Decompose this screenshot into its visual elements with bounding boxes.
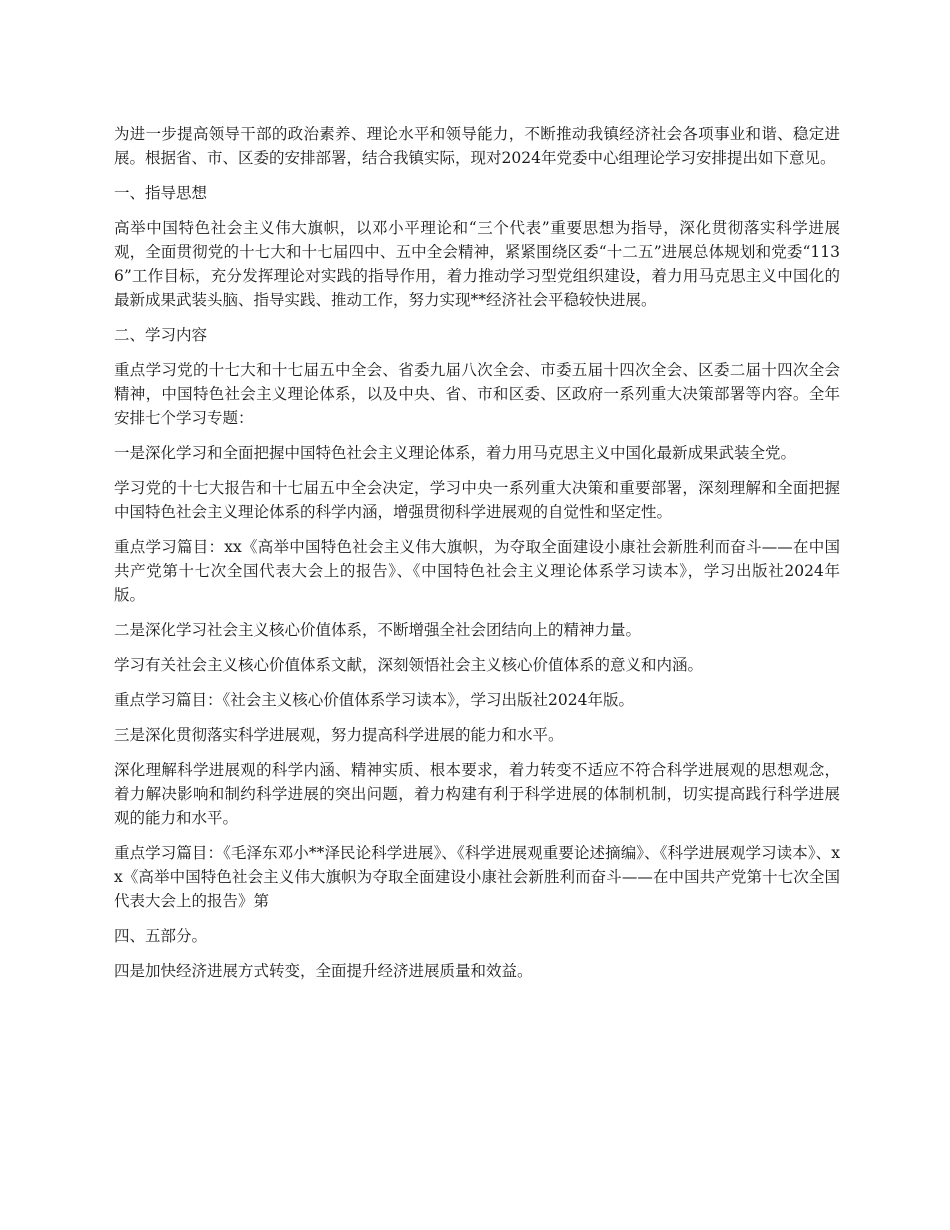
topic-three-readings: 重点学习篇目：《毛泽东邓小**泽民论科学进展》、《科学进展观重要论述摘编》、《科学进展观学习读本》、xx《高举中国特色社会主义伟大旗帜为夺取全面建设小康社会新胜利而奋斗——在中国共产党第十七次全国代表大会上的报告》第 xyxy=(114,844,840,910)
topic-three-heading: 三是深化贯彻落实科学进展观，努力提高科学进展的能力和水平。 xyxy=(114,726,564,744)
topic-two-description: 学习有关社会主义核心价值体系文献，深刻领悟社会主义核心价值体系的意义和内涵。 xyxy=(114,656,704,674)
guiding-thought-paragraph: 高举中国特色社会主义伟大旗帜，以邓小平理论和“三个代表”重要思想为指导，深化贯彻落实科学进展观，全面贯彻党的十七大和十七届四中、五中全会精神，紧紧围绕区委“十二五”进展总体规划和党委“1136”工作目标，充分发挥理论对实践的指导作用，着力推动学习型党组织建设，着力用马克思主义中国化的最新成果武装头脑、指导实践、推动工作，努力实现**经济社会平稳较快进展。 xyxy=(114,219,840,309)
topic-one-heading: 一是深化学习和全面把握中国特色社会主义理论体系，着力用马克思主义中国化最新成果武装全党。 xyxy=(114,444,797,462)
topic-four-heading: 四是加快经济进展方式转变，全面提升经济进展质量和效益。 xyxy=(114,962,533,980)
section-heading-guiding-thought: 一、指导思想 xyxy=(114,184,208,202)
study-content-paragraph: 重点学习党的十七大和十七届五中全会、省委九届八次全会、市委五届十四次全会、区委二届十四次全会精神，中国特色社会主义理论体系，以及中央、省、市和区委、区政府一系列重大决策部署等内容。全年安排七个学习专题： xyxy=(114,361,840,427)
topic-one-readings: 重点学习篇目：xx《高举中国特色社会主义伟大旗帜，为夺取全面建设小康社会新胜利而奋斗——在中国共产党第十七次全国代表大会上的报告》、《中国特色社会主义理论体系学习读本》，学习出版社2024年版。 xyxy=(114,538,840,604)
document-body xyxy=(114,122,840,994)
topic-two-heading: 二是深化学习社会主义核心价值体系，不断增强全社会团结向上的精神力量。 xyxy=(114,621,642,639)
topic-three-readings-continued: 四、五部分。 xyxy=(114,927,208,945)
topic-three-description: 深化理解科学进展观的科学内涵、精神实质、根本要求，着力转变不适应不符合科学进展观的思想观念，着力解决影响和制约科学进展的突出问题，着力构建有利于科学进展的体制机制，切实提高践行科学进展观的能力和水平。 xyxy=(114,761,840,827)
section-heading-study-content: 二、学习内容 xyxy=(114,326,208,344)
topic-two-readings: 重点学习篇目：《社会主义核心价值体系学习读本》，学习出版社2024年版。 xyxy=(114,691,634,709)
topic-one-description: 学习党的十七大报告和十七届五中全会决定，学习中央一系列重大决策和重要部署，深刻理解和全面把握中国特色社会主义理论体系的科学内涵，增强贯彻科学进展观的自觉性和坚定性。 xyxy=(114,479,840,521)
intro-paragraph: 为进一步提高领导干部的政治素养、理论水平和领导能力，不断推动我镇经济社会各项事业和谐、稳定进展。根据省、市、区委的安排部署，结合我镇实际，现对2024年党委中心组理论学习安排提出如下意见。 xyxy=(114,125,840,167)
